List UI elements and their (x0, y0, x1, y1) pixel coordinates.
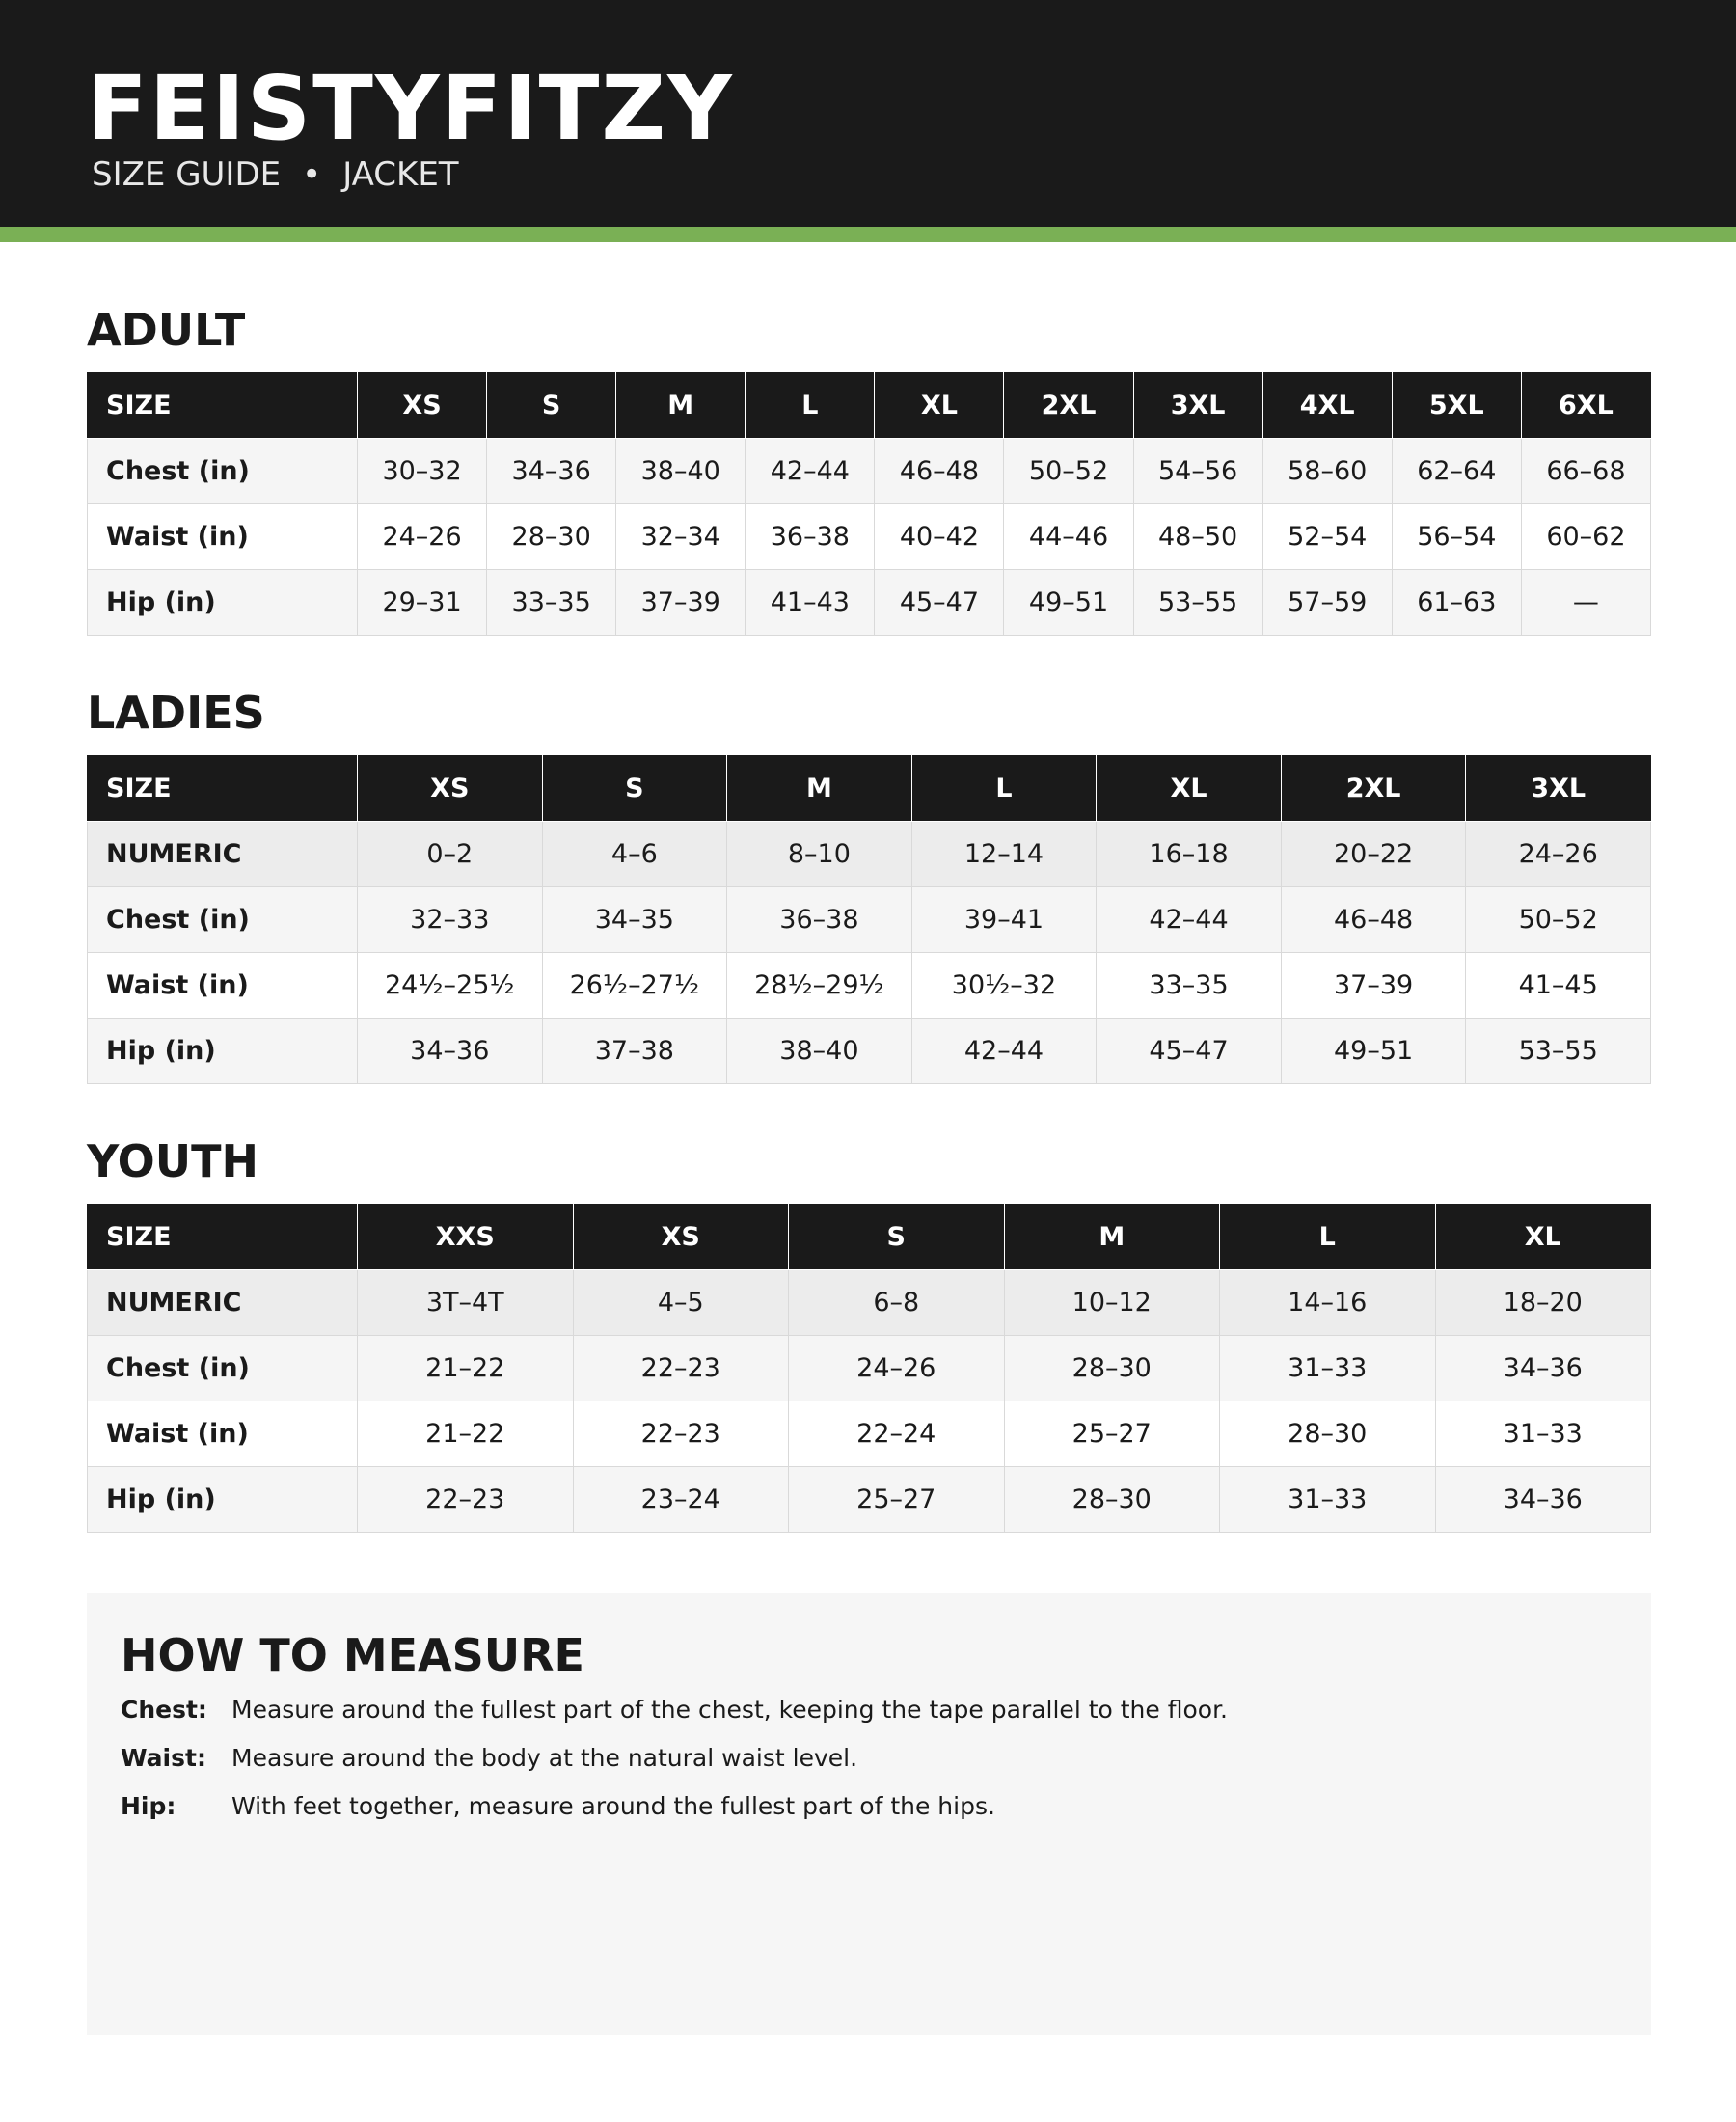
table-cell: 4–6 (542, 822, 727, 887)
row-label: Chest (in) (88, 439, 358, 504)
table-cell: 41–45 (1466, 953, 1651, 1019)
row-label: Waist (in) (88, 1401, 358, 1467)
table-row (88, 570, 1651, 636)
table-row (88, 1336, 1651, 1401)
column-header: S (487, 373, 616, 439)
table-cell: 46–48 (1281, 887, 1466, 953)
adult-section-title: ADULT (87, 304, 246, 356)
table-cell: 56–54 (1392, 504, 1521, 570)
table-cell: 61–63 (1392, 570, 1521, 636)
row-label: Chest (in) (88, 1336, 358, 1401)
table-cell: 32–33 (358, 887, 543, 953)
brand-logo-text: FEISTYFITZY (87, 57, 734, 160)
table-cell: 42–44 (911, 1019, 1097, 1084)
table-cell: 50–52 (1466, 887, 1651, 953)
column-header: 4XL (1262, 373, 1392, 439)
table-cell: 42–44 (1097, 887, 1282, 953)
youth-size-table (87, 1204, 1651, 1533)
page-subtitle (92, 154, 459, 195)
column-header: L (911, 756, 1097, 822)
header-accent-stripe (0, 227, 1736, 242)
column-header: XS (358, 373, 487, 439)
table-cell: 28–30 (1004, 1336, 1220, 1401)
column-header: SIZE (88, 756, 358, 822)
column-header: L (746, 373, 875, 439)
column-header: 3XL (1133, 373, 1262, 439)
page-header (0, 0, 1736, 227)
table-cell: 30–32 (358, 439, 487, 504)
ladies-section-title: LADIES (87, 687, 265, 739)
column-header: S (789, 1205, 1005, 1270)
table-cell: 36–38 (746, 504, 875, 570)
row-label: Hip (in) (88, 570, 358, 636)
table-cell: 20–22 (1281, 822, 1466, 887)
column-header: L (1220, 1205, 1436, 1270)
table-cell: 49–51 (1004, 570, 1133, 636)
table-cell: 28½–29½ (727, 953, 912, 1019)
measure-text: With feet together, measure around the fullest part of the hips. (231, 1792, 995, 1820)
table-cell: 57–59 (1262, 570, 1392, 636)
column-header: SIZE (88, 1205, 358, 1270)
table-row (88, 887, 1651, 953)
row-label: Waist (in) (88, 953, 358, 1019)
column-header: 6XL (1521, 373, 1650, 439)
table-cell: 52–54 (1262, 504, 1392, 570)
row-label: Hip (in) (88, 1467, 358, 1533)
table-row (88, 822, 1651, 887)
table-cell: 28–30 (487, 504, 616, 570)
measure-term: Chest: (121, 1696, 207, 1724)
table-cell: 25–27 (789, 1467, 1005, 1533)
measure-text: Measure around the fullest part of the chest, keeping the tape parallel to the floor. (231, 1696, 1228, 1724)
column-header: M (1004, 1205, 1220, 1270)
table-cell: 60–62 (1521, 504, 1650, 570)
column-header: SIZE (88, 373, 358, 439)
adult-size-table (87, 372, 1651, 636)
youth-section-title: YOUTH (87, 1135, 259, 1187)
subtitle-separator: • (302, 155, 322, 194)
table-cell: 18–20 (1435, 1270, 1651, 1336)
table-cell: 50–52 (1004, 439, 1133, 504)
table-cell: 22–23 (358, 1467, 574, 1533)
row-label: Waist (in) (88, 504, 358, 570)
table-cell: 40–42 (875, 504, 1004, 570)
column-header: XL (1097, 756, 1282, 822)
column-header: 2XL (1281, 756, 1466, 822)
table-cell: 39–41 (911, 887, 1097, 953)
table-cell: 37–38 (542, 1019, 727, 1084)
column-header: 2XL (1004, 373, 1133, 439)
table-cell: 44–46 (1004, 504, 1133, 570)
table-cell: 30½–32 (911, 953, 1097, 1019)
table-cell: 53–55 (1466, 1019, 1651, 1084)
table-cell: 33–35 (1097, 953, 1282, 1019)
table-cell: 3T–4T (358, 1270, 574, 1336)
how-to-measure-title: HOW TO MEASURE (121, 1629, 584, 1681)
table-cell: 38–40 (616, 439, 746, 504)
table-cell: 32–34 (616, 504, 746, 570)
table-cell: 8–10 (727, 822, 912, 887)
table-row (88, 1270, 1651, 1336)
table-cell: 29–31 (358, 570, 487, 636)
table-row (88, 1019, 1651, 1084)
column-header: XL (875, 373, 1004, 439)
table-cell: 34–35 (542, 887, 727, 953)
table-cell: 42–44 (746, 439, 875, 504)
subtitle-guide: SIZE GUIDE (92, 155, 282, 194)
how-to-measure-panel (87, 1593, 1651, 2035)
table-cell: 62–64 (1392, 439, 1521, 504)
table-cell: 33–35 (487, 570, 616, 636)
row-label: Chest (in) (88, 887, 358, 953)
table-cell: 23–24 (573, 1467, 789, 1533)
table-cell: 16–18 (1097, 822, 1282, 887)
row-label: Hip (in) (88, 1019, 358, 1084)
table-cell: 22–23 (573, 1336, 789, 1401)
table-row (88, 504, 1651, 570)
table-cell: 36–38 (727, 887, 912, 953)
table-row (88, 1401, 1651, 1467)
table-cell: 46–48 (875, 439, 1004, 504)
table-cell: 28–30 (1004, 1467, 1220, 1533)
table-cell: 31–33 (1220, 1336, 1436, 1401)
measure-item-chest (121, 1694, 1228, 1727)
table-cell: — (1521, 570, 1650, 636)
row-label: NUMERIC (88, 822, 358, 887)
ladies-size-table (87, 755, 1651, 1084)
table-cell: 45–47 (875, 570, 1004, 636)
table-cell: 0–2 (358, 822, 543, 887)
measure-term: Hip: (121, 1792, 176, 1820)
column-header: XS (358, 756, 543, 822)
table-cell: 28–30 (1220, 1401, 1436, 1467)
table-cell: 22–24 (789, 1401, 1005, 1467)
table-header-row (88, 1205, 1651, 1270)
table-cell: 25–27 (1004, 1401, 1220, 1467)
column-header: M (616, 373, 746, 439)
measure-text: Measure around the body at the natural waist level. (231, 1744, 858, 1772)
table-cell: 34–36 (487, 439, 616, 504)
column-header: S (542, 756, 727, 822)
column-header: XXS (358, 1205, 574, 1270)
table-header-row (88, 756, 1651, 822)
table-cell: 41–43 (746, 570, 875, 636)
table-cell: 24–26 (358, 504, 487, 570)
table-cell: 34–36 (1435, 1336, 1651, 1401)
table-cell: 37–39 (616, 570, 746, 636)
column-header: 3XL (1466, 756, 1651, 822)
table-cell: 38–40 (727, 1019, 912, 1084)
column-header: XL (1435, 1205, 1651, 1270)
table-row (88, 1467, 1651, 1533)
column-header: 5XL (1392, 373, 1521, 439)
table-cell: 24–26 (1466, 822, 1651, 887)
table-cell: 49–51 (1281, 1019, 1466, 1084)
table-cell: 48–50 (1133, 504, 1262, 570)
table-cell: 66–68 (1521, 439, 1650, 504)
table-cell: 54–56 (1133, 439, 1262, 504)
table-cell: 22–23 (573, 1401, 789, 1467)
measure-term: Waist: (121, 1744, 206, 1772)
table-cell: 31–33 (1435, 1401, 1651, 1467)
table-cell: 53–55 (1133, 570, 1262, 636)
table-cell: 10–12 (1004, 1270, 1220, 1336)
table-cell: 37–39 (1281, 953, 1466, 1019)
table-cell: 6–8 (789, 1270, 1005, 1336)
measure-item-hip (121, 1790, 995, 1823)
table-row (88, 953, 1651, 1019)
table-cell: 12–14 (911, 822, 1097, 887)
table-header-row (88, 373, 1651, 439)
table-cell: 4–5 (573, 1270, 789, 1336)
table-cell: 34–36 (1435, 1467, 1651, 1533)
row-label: NUMERIC (88, 1270, 358, 1336)
table-cell: 34–36 (358, 1019, 543, 1084)
table-row (88, 439, 1651, 504)
column-header: XS (573, 1205, 789, 1270)
column-header: M (727, 756, 912, 822)
table-cell: 24–26 (789, 1336, 1005, 1401)
table-cell: 58–60 (1262, 439, 1392, 504)
table-cell: 24½–25½ (358, 953, 543, 1019)
table-cell: 31–33 (1220, 1467, 1436, 1533)
subtitle-product: JACKET (342, 155, 459, 194)
table-cell: 26½–27½ (542, 953, 727, 1019)
measure-item-waist (121, 1742, 857, 1775)
table-cell: 21–22 (358, 1336, 574, 1401)
table-cell: 21–22 (358, 1401, 574, 1467)
table-cell: 14–16 (1220, 1270, 1436, 1336)
table-cell: 45–47 (1097, 1019, 1282, 1084)
